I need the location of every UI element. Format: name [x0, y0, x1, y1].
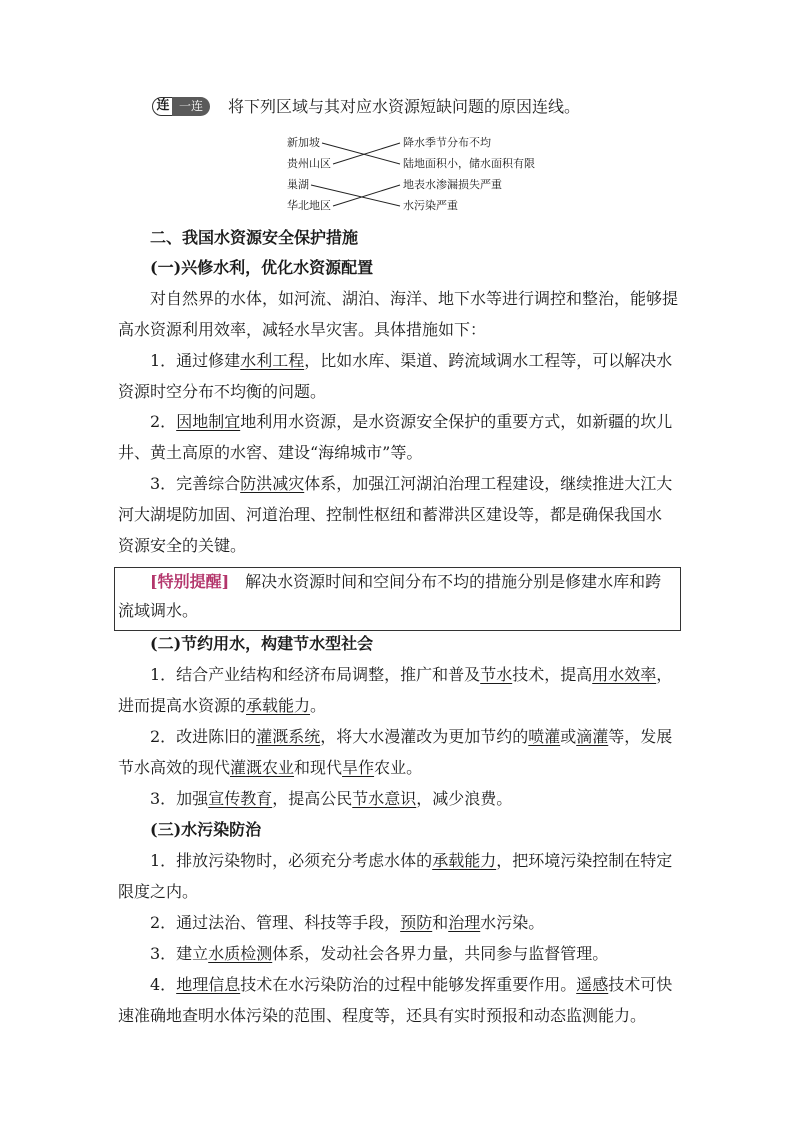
underlined-term: 灌溉农业 [230, 758, 295, 777]
underlined-term: 旱作 [342, 758, 375, 777]
list-item [150, 727, 710, 747]
underlined-term: 节水 [480, 665, 513, 684]
sub-heading-2: (二)节约用水，构建节水型社会 [150, 634, 374, 653]
reminder-tag: [特别提醒] [150, 572, 230, 591]
right-item: 降水季节分布不均 [403, 136, 491, 149]
text: 3．加强 [150, 789, 209, 808]
text: 3．完善综合 [150, 474, 241, 493]
paragraph-line: 资源时空分布不均衡的问题。 [118, 382, 327, 401]
underlined-term: 水利工程 [240, 351, 305, 370]
text: 和 [432, 913, 449, 932]
paragraph-line [118, 758, 678, 778]
text: 2．改进陈旧的 [150, 727, 257, 746]
text: 解决水资源时间和空间分布不均的措施分别是修建水库和跨 [229, 572, 662, 591]
text: 技术在水污染防治的过程中能够发挥重要作用。 [240, 975, 577, 994]
badge-right: 一连 [172, 97, 210, 116]
underlined-term: 水质检测 [208, 944, 273, 963]
text: 水污染。 [480, 913, 545, 932]
right-item: 陆地面积小，储水面积有限 [403, 157, 535, 170]
underlined-term: 预防 [400, 913, 433, 932]
text: 技术，提高 [512, 665, 593, 684]
list-item [150, 944, 710, 964]
underlined-term: 地理信息 [176, 975, 241, 994]
underlined-term: 承载能力 [432, 851, 497, 870]
text: ， [656, 665, 673, 684]
text: 1．排放污染物时，必须充分考虑水体的 [150, 851, 433, 870]
exercise-instruction: 将下列区域与其对应水资源短缺问题的原因连线。 [228, 97, 581, 116]
list-item [150, 474, 710, 494]
paragraph-line [118, 696, 678, 716]
text: 1．通过修建 [150, 351, 241, 370]
paragraph-line: 速准确地查明水体污染的范围、程度等，还具有实时预报和动态监测能力。 [118, 1006, 647, 1025]
paragraph-line: 河大湖堤防加固、河道治理、控制性枢纽和蓄滞洪区建设等，都是确保我国水 [118, 505, 663, 524]
underlined-term: 滴灌 [576, 727, 609, 746]
sub-heading-3: (三)水污染防治 [150, 820, 262, 839]
underlined-term: 因地制宜 [176, 412, 241, 431]
text: 2．通过法治、管理、科技等手段， [150, 913, 401, 932]
underlined-term: 防洪减灾 [240, 474, 305, 493]
paragraph-line: 高水资源利用效率，减轻水旱灾害。具体措施如下： [118, 320, 487, 339]
text: ，提高公民 [272, 789, 353, 808]
text: 等，发展 [608, 727, 673, 746]
underlined-term: 用水效率 [592, 665, 657, 684]
text: 农业。 [374, 758, 423, 777]
text: 或 [560, 727, 577, 746]
list-item [150, 351, 710, 371]
text: ，比如水库、渠道、跨流域调水工程等，可以解决水 [304, 351, 673, 370]
badge-left: 连 [152, 97, 174, 116]
list-item [150, 913, 710, 933]
text: 体系，加强江河湖泊治理工程建设，继续推进大江大 [304, 474, 673, 493]
underlined-term: 遥感 [576, 975, 609, 994]
underlined-term: 治理 [448, 913, 481, 932]
paragraph-line: 井、黄土高原的水窖、建设“海绵城市”等。 [118, 443, 423, 462]
underlined-term: 节水意识 [352, 789, 417, 808]
paragraph-line: 限度之内。 [118, 882, 199, 901]
underlined-term: 承载能力 [246, 696, 311, 715]
left-item: 华北地区 [287, 199, 331, 212]
match-lines [0, 0, 794, 240]
section-heading: 二、我国水资源安全保护措施 [150, 228, 359, 247]
reminder-line: 流域调水。 [118, 601, 199, 620]
paragraph-line: 对自然界的水体，如河流、湖泊、海洋、地下水等进行调控和整治，能够提 [150, 289, 679, 308]
left-item: 巢湖 [287, 178, 309, 191]
left-item: 贵州山区 [287, 157, 331, 170]
right-item: 水污染严重 [403, 199, 458, 212]
list-item [150, 789, 710, 809]
left-item: 新加坡 [287, 136, 320, 149]
text: 3．建立 [150, 944, 209, 963]
text: 体系，发动社会各界力量，共同参与监督管理。 [272, 944, 609, 963]
text: ，把环境污染控制在特定 [496, 851, 673, 870]
match-line [311, 185, 400, 206]
text: ，将大水漫灌改为更加节约的 [320, 727, 529, 746]
text: 节水高效的现代 [118, 758, 231, 777]
list-item [150, 412, 710, 432]
text: ，减少浪费。 [416, 789, 513, 808]
paragraph-line: 资源安全的关键。 [118, 536, 247, 555]
text: 进而提高水资源的 [118, 696, 247, 715]
match-line [333, 185, 400, 206]
text: 2． [150, 412, 177, 431]
text: 和现代 [294, 758, 343, 777]
underlined-term: 喷灌 [528, 727, 561, 746]
sub-heading-1: (一)兴修水利，优化水资源配置 [150, 258, 374, 277]
underlined-term: 宣传教育 [208, 789, 273, 808]
text: 技术可快 [608, 975, 673, 994]
text: 。 [310, 696, 327, 715]
text: 1．结合产业结构和经济布局调整，推广和普及 [150, 665, 481, 684]
list-item [150, 665, 710, 685]
list-item [150, 975, 710, 995]
list-item [150, 851, 710, 871]
right-item: 地表水渗漏损失严重 [403, 178, 502, 191]
underlined-term: 灌溉系统 [256, 727, 321, 746]
reminder-line [150, 572, 710, 592]
text: 地利用水资源，是水资源安全保护的重要方式，如新疆的坎儿 [240, 412, 673, 431]
text: 4． [150, 975, 177, 994]
